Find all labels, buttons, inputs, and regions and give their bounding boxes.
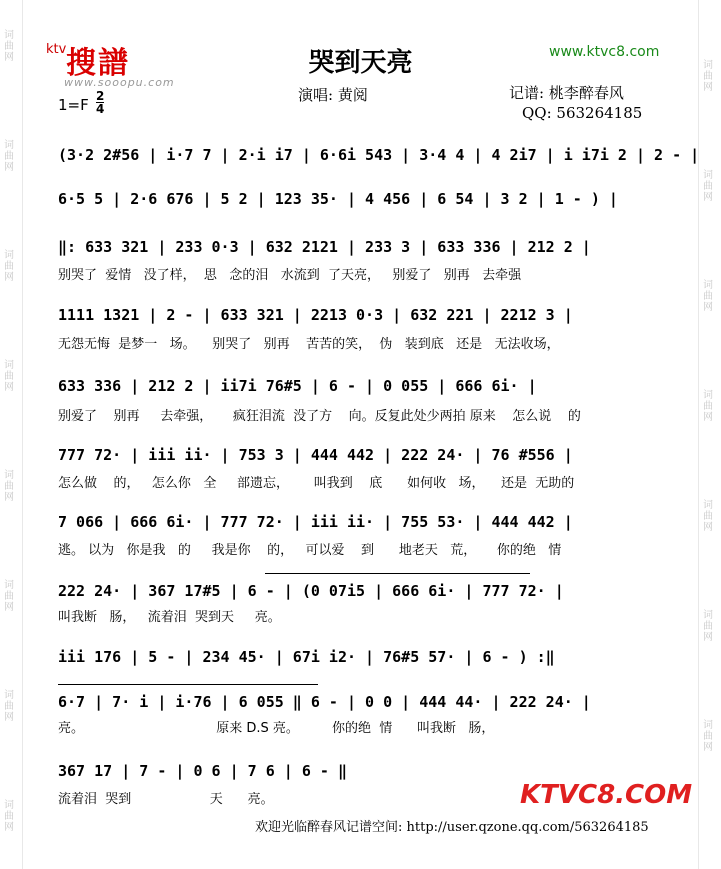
side-watermark-text: 词曲网 bbox=[4, 800, 14, 833]
side-watermark-text: 词曲网 bbox=[4, 470, 14, 503]
side-watermark-text: 词曲网 bbox=[703, 610, 713, 643]
side-watermark-text: 词曲网 bbox=[4, 250, 14, 283]
left-watermark-strip bbox=[0, 0, 23, 869]
meter-denominator: 4 bbox=[96, 102, 105, 116]
lyric-line: 无怨无悔 是梦一 场。 别哭了 别再 苦苦的笑， 伪 装到底 还是 无法收场， bbox=[58, 337, 560, 352]
time-signature bbox=[96, 90, 104, 115]
notation-row: 6·5 5 | 2·6 676 | 5 2 | 123 35· | 4 456 | 6 54 | 3 2 | 1 - ) | bbox=[58, 190, 618, 208]
lyric-line: 怎么做 的， 怎么你 全 部遗忘， 叫我到 底 如何收 场， 还是 无助的 bbox=[58, 476, 575, 491]
notation-row: ‖: 633 321 | 233 0·3 | 632 2121 | 233 3 | 633 336 | 212 2 | bbox=[58, 238, 591, 256]
lyric-line: 别哭了 爱情 没了样， 思 念的泪 水流到 了天亮， 别爱了 别再 去牵强 bbox=[58, 268, 522, 283]
side-watermark-text: 词曲网 bbox=[4, 140, 14, 173]
lyric-line: 别爱了 别再 去牵强， 疯狂泪流 没了方 向。反复此处少两拍 原来 怎么说 的 bbox=[58, 409, 581, 424]
ktvc8-logo: KTVC8.COM bbox=[520, 780, 693, 810]
notation-row: 633 336 | 212 2 | ii7i 76#5 | 6 - | 0 055 | 666 6i· | bbox=[58, 377, 537, 395]
notation-row: 222 24· | 367 17#5 | 6 - | (0 07i5 | 666 6i· | 777 72· | bbox=[58, 582, 564, 600]
side-watermark-text: 词曲网 bbox=[703, 280, 713, 313]
song-title: 哭到天亮 bbox=[308, 48, 413, 78]
notation-row: 7 066 | 666 6i· | 777 72· | iii ii· | 755 53· | 444 442 | bbox=[58, 513, 573, 531]
notation-row: 6·7 | 7· i | i·76 | 6 055 ‖ 6 - | 0 0 | 444 44· | 222 24· | bbox=[58, 693, 591, 711]
notation-row: iii 176 | 5 - | 234 45· | 67i i2· | 76#5 57· | 6 - ) :‖ bbox=[58, 648, 555, 666]
first-ending-bracket bbox=[265, 573, 530, 574]
site-url: www.ktvc8.com bbox=[549, 44, 660, 60]
side-watermark-text: 词曲网 bbox=[703, 60, 713, 93]
qq-number: QQ: 563264185 bbox=[522, 104, 643, 122]
side-watermark-text: 词曲网 bbox=[4, 580, 14, 613]
singer-credit: 演唱: 黄阅 bbox=[298, 86, 368, 104]
footer-text: 欢迎光临醉春风记谱空间: http://user.qzone.qq.com/563264185 bbox=[255, 820, 649, 835]
meter-numerator: 2 bbox=[96, 89, 105, 103]
right-watermark-strip bbox=[698, 0, 721, 869]
notation-row: (3·2 2#56 | i·7 7 | 2·i i7 | 6·6i 543 | 3·4 4 | 4 2i7 | i i7i 2 | 2 - | bbox=[58, 146, 700, 164]
side-watermark-text: 词曲网 bbox=[703, 170, 713, 203]
notation-row: 367 17 | 7 - | 0 6 | 7 6 | 6 - ‖ bbox=[58, 762, 347, 780]
logo-site-text: ktv bbox=[46, 42, 67, 57]
key-signature: 1=F bbox=[58, 96, 89, 114]
side-watermark-text: 词曲网 bbox=[4, 30, 14, 63]
lyric-line: 叫我断 肠， 流着泪 哭到天 亮。 bbox=[58, 610, 281, 625]
side-watermark-text: 词曲网 bbox=[4, 690, 14, 723]
second-ending-bracket bbox=[58, 684, 318, 685]
logo-brand-text: 搜譜 bbox=[66, 46, 130, 81]
lyric-line: 流着泪 哭到 天 亮。 bbox=[58, 792, 274, 807]
side-watermark-text: 词曲网 bbox=[703, 720, 713, 753]
transcriber-credit: 记谱: 桃李醉春风 bbox=[509, 84, 624, 102]
side-watermark-text: 词曲网 bbox=[703, 390, 713, 423]
lyric-line: 亮。 原来 D.S 亮。 你的绝 情 叫我断 肠， bbox=[58, 721, 495, 736]
logo-url-text: www.sooopu.com bbox=[64, 76, 175, 89]
side-watermark-text: 词曲网 bbox=[4, 360, 14, 393]
side-watermark-text: 词曲网 bbox=[703, 500, 713, 533]
notation-row: 1111 1321 | 2 - | 633 321 | 2213 0·3 | 632 221 | 2212 3 | bbox=[58, 306, 573, 324]
lyric-line: 逃。 以为 你是我 的 我是你 的， 可以爱 到 地老天 荒， 你的绝 情 bbox=[58, 543, 562, 558]
notation-row: 777 72· | iii ii· | 753 3 | 444 442 | 222 24· | 76 #556 | bbox=[58, 446, 573, 464]
